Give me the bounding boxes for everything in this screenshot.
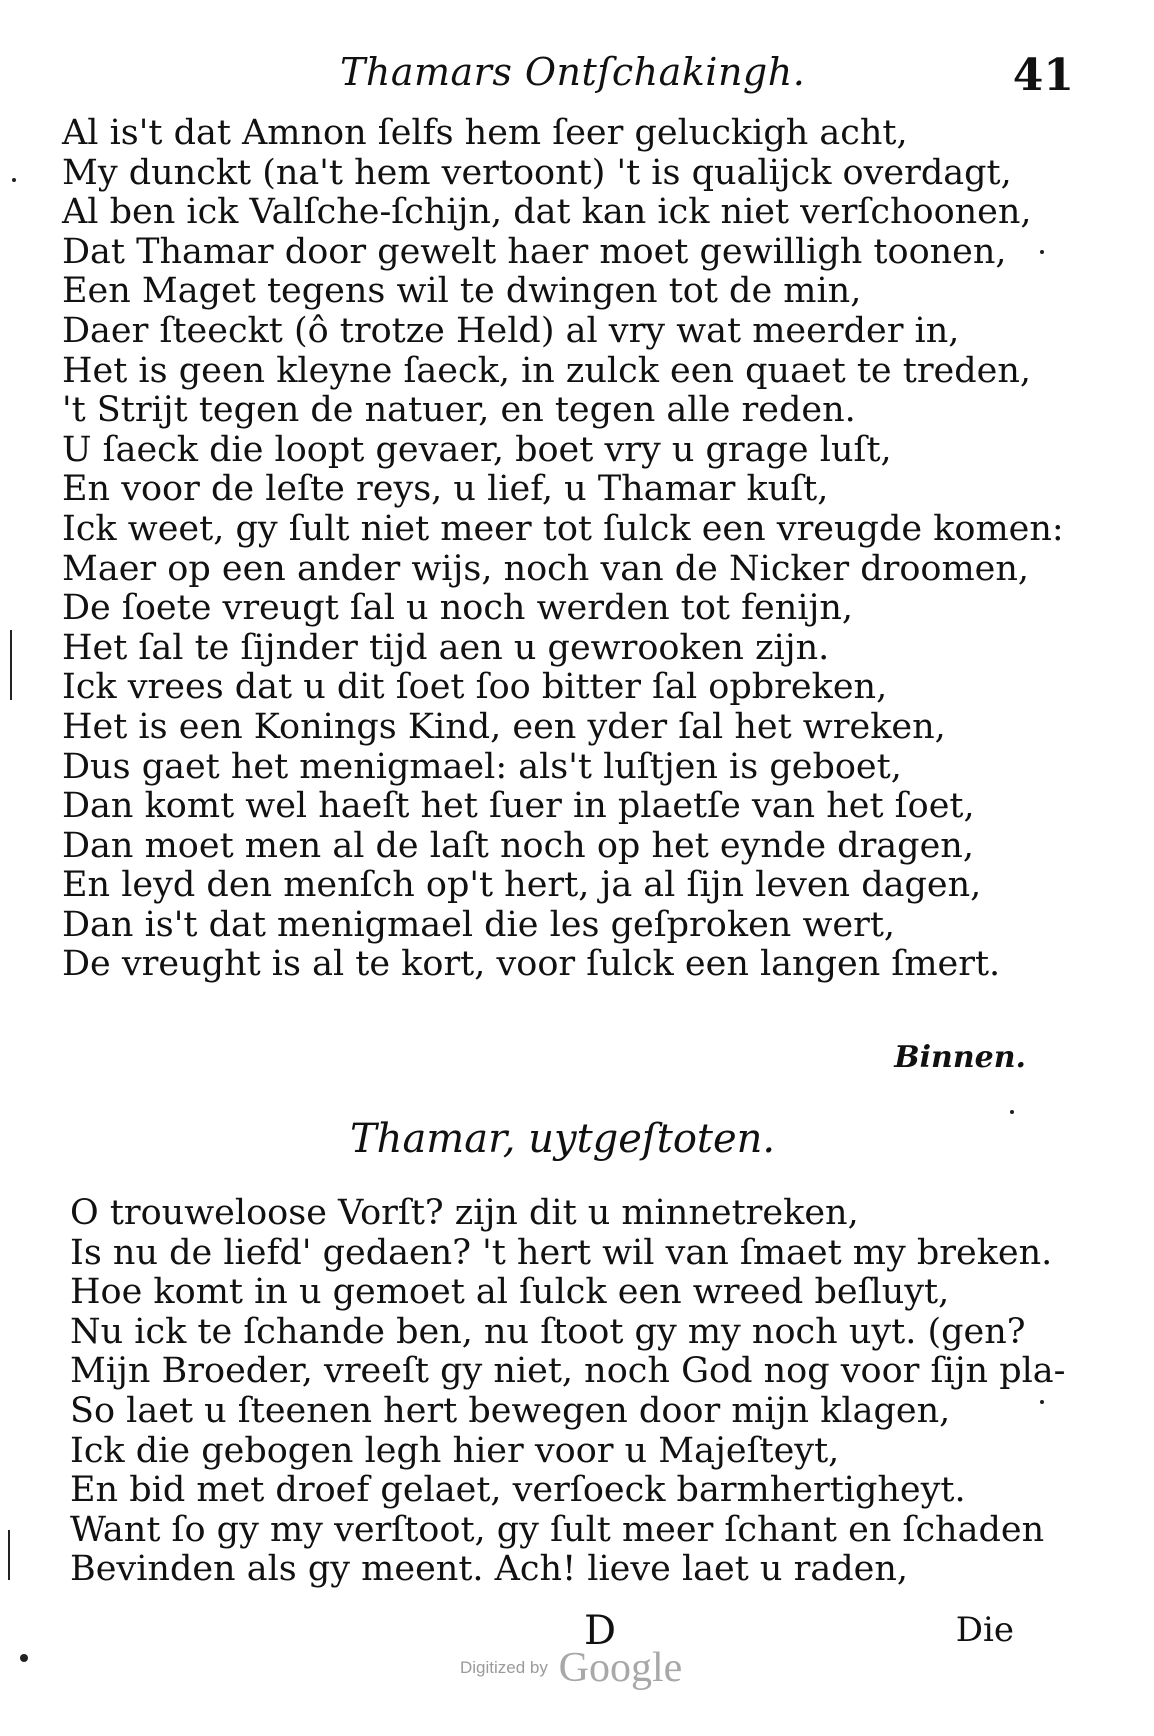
margin-mark [8, 1530, 10, 1580]
section-title: Thamar, uytgeſtoten. [350, 1116, 776, 1162]
scan-speck [12, 178, 16, 182]
verse1-line: Het ſal te ſijnder tijd aen u gewrooken zijn. [62, 627, 830, 668]
verse1-line: Dus gaet het menigmael: als't luſtjen is geboet, [62, 746, 902, 787]
verse1-line: De vreught is al te kort, voor ſulck een langen ſmert. [62, 944, 1001, 985]
verse1-line: My dunckt (na't hem vertoont) 't is qualijck overdagt, [62, 152, 1012, 193]
verse1-line: En voor de leſte reys, u lief, u Thamar kuſt, [62, 469, 829, 510]
verse1-line: Al is't dat Amnon ſelfs hem ſeer geluckigh acht, [62, 113, 908, 153]
page-header [60, 48, 1094, 108]
verse1-line: U ſaeck die loopt gevaer, boet vry u grage luſt, [62, 429, 892, 470]
scan-speck [1010, 1110, 1014, 1114]
verse1-line: Dat Thamar door gewelt haer moet gewilligh toonen, [62, 231, 1007, 272]
verse2-line: So laet u ſteenen hert bewegen door mijn klagen, [70, 1390, 951, 1431]
catchword: Die [955, 1610, 1014, 1650]
scan-speck [1040, 1400, 1044, 1404]
digitized-brand: Google [558, 1645, 683, 1691]
verse2-line: Nu ick te ſchande ben, nu ſtoot gy my noch uyt. (gen? [70, 1311, 1026, 1352]
verse1-line: Dan moet men al de laſt noch op het eynde dragen, [62, 825, 974, 866]
verse2-line: Ick die gebogen legh hier voor u Majeſteyt, [70, 1430, 840, 1471]
verse2-line: Bevinden als gy meent. Ach! lieve laet u raden, [70, 1549, 908, 1590]
scan-speck [20, 1654, 28, 1662]
margin-mark [10, 630, 12, 700]
verse-block-1 [62, 113, 1064, 985]
verse1-line: Al ben ick Valſche-ſchijn, dat kan ick niet verſchoonen, [62, 192, 1032, 233]
digitized-prefix: Digitized by [460, 1658, 548, 1677]
verse1-line: Ick vrees dat u dit ſoet ſoo bitter ſal opbreken, [62, 667, 888, 708]
verse2-line: En bid met droef gelaet, verſoeck barmhertigheyt. [70, 1470, 966, 1511]
verse1-line: Dan komt wel haeſt het ſuer in plaetſe van het ſoet, [62, 786, 975, 827]
stage-direction: Binnen. [894, 1040, 1026, 1075]
verse-block-2 [70, 1193, 1066, 1590]
verse1-line: Ick weet, gy ſult niet meer tot ſulck een vreugde komen: [62, 508, 1064, 549]
verse1-line: Een Maget tegens wil te dwingen tot de min, [62, 271, 862, 312]
running-title: Thamars Ontſchakingh. [340, 50, 806, 94]
verse2-line: Mijn Broeder, vreeſt gy niet, noch God nog voor ſijn pla- [70, 1351, 1066, 1392]
verse1-line: Daer ſteeckt (ô trotze Held) al vry wat meerder in, [62, 310, 960, 351]
verse2-line: Want ſo gy my verſtoot, gy ſult meer ſchant en ſchaden [70, 1509, 1045, 1550]
verse1-line: 't Strijt tegen de natuer, en tegen alle reden. [62, 390, 856, 431]
verse1-line: Dan is't dat menigmael die les geſproken wert, [62, 904, 896, 945]
verse1-line: Maer op een ander wijs, noch van de Nicker droomen, [62, 548, 1030, 589]
verse1-line: De ſoete vreugt ſal u noch werden tot fenijn, [62, 588, 854, 629]
signature-mark: D [584, 1608, 617, 1654]
scan-speck [1040, 250, 1044, 254]
verse2-line: Is nu de liefd' gedaen? 't hert wil van ſmaet my breken. [70, 1232, 1053, 1273]
verse1-line: Het is geen kleyne ſaeck, in zulck een quaet te treden, [62, 350, 1032, 391]
verse2-line: Hoe komt in u gemoet al ſulck een wreed beſluyt, [70, 1272, 950, 1313]
verse1-line: En leyd den menſch op't hert, ja al ſijn leven dagen, [62, 865, 982, 906]
verse1-line: Het is een Konings Kind, een yder ſal het wreken, [62, 706, 946, 747]
digitized-watermark [460, 1644, 682, 1692]
verse2-line: O trouweloose Vorſt? zijn dit u minnetreken, [70, 1193, 859, 1233]
page-number: 41 [1012, 50, 1074, 101]
